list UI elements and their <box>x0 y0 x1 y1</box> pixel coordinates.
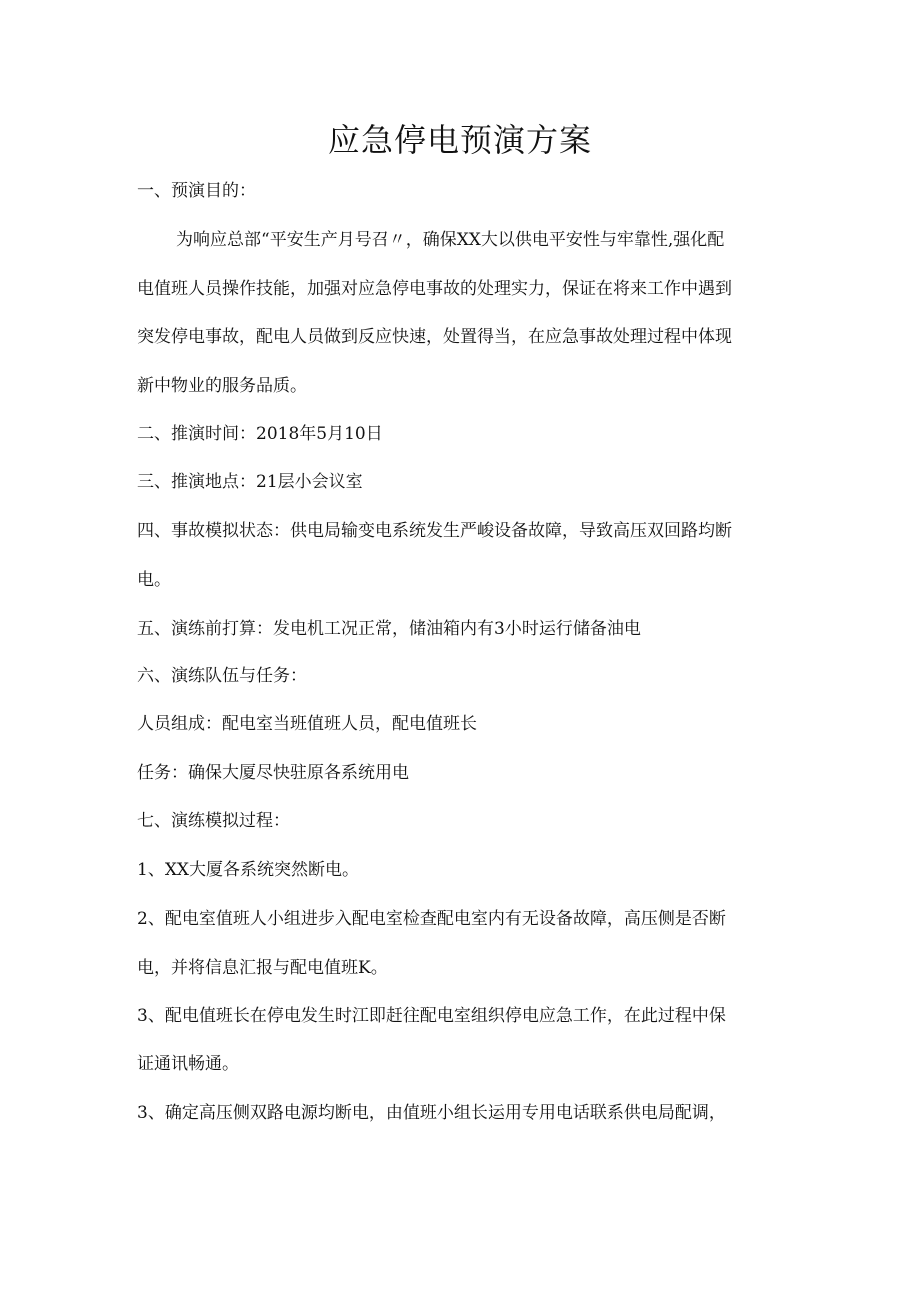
paragraph-line: 电值班人员操作技能，加强对应急停电事故的处理实力，保证在将来工作中遇到 <box>137 279 732 299</box>
document-title: 应急停电预演方案 <box>327 121 592 159</box>
process-step: 2、配电室值班人小组进步入配电室检查配电室内有无设备故障，高压侧是否断 <box>137 909 726 929</box>
section-heading-purpose: 一、预演目的： <box>137 181 256 201</box>
paragraph-line: 任务：确保大厦尽快驻原各系统用电 <box>137 763 409 783</box>
paragraph-line: 突发停电事故，配电人员做到反应快速，处置得当，在应急事故处理过程中体现 <box>137 327 732 347</box>
process-step-continuation: 电，并将信息汇报与配电值班K。 <box>137 958 388 978</box>
section-heading-scenario: 四、事故模拟状态：供电局输变电系统发生严峻设备故障，导致高压双回路均断 <box>137 521 732 541</box>
section-heading-team: 六、演练队伍与任务： <box>137 666 307 686</box>
process-step: 3、确定高压侧双路电源均断电，由值班小组长运用专用电话联系供电局配调， <box>137 1103 726 1123</box>
section-heading-time: 二、推演时间：2018年5月10日 <box>137 424 383 444</box>
process-step-continuation: 证通讯畅通。 <box>137 1054 239 1074</box>
section-heading-process: 七、演练模拟过程： <box>137 811 290 831</box>
process-step: 1、XX大厦各系统突然断电。 <box>137 860 360 880</box>
section-heading-location: 三、推演地点：21层小会议室 <box>137 472 363 492</box>
paragraph-line: 为响应总部“平安生产月号召〃，确保XX大以供电平安性与牢靠性,强化配 <box>176 230 725 250</box>
process-step: 3、配电值班长在停电发生时江即赶往配电室组织停电应急工作，在此过程中保 <box>137 1006 726 1026</box>
paragraph-line: 人员组成：配电室当班值班人员，配电值班长 <box>137 714 477 734</box>
section-heading-preparation: 五、演练前打算：发电机工况正常，储油箱内有3小时运行储备油电 <box>137 619 641 639</box>
paragraph-line: 电。 <box>137 570 171 590</box>
paragraph-line: 新中物业的服务品质。 <box>137 376 307 396</box>
